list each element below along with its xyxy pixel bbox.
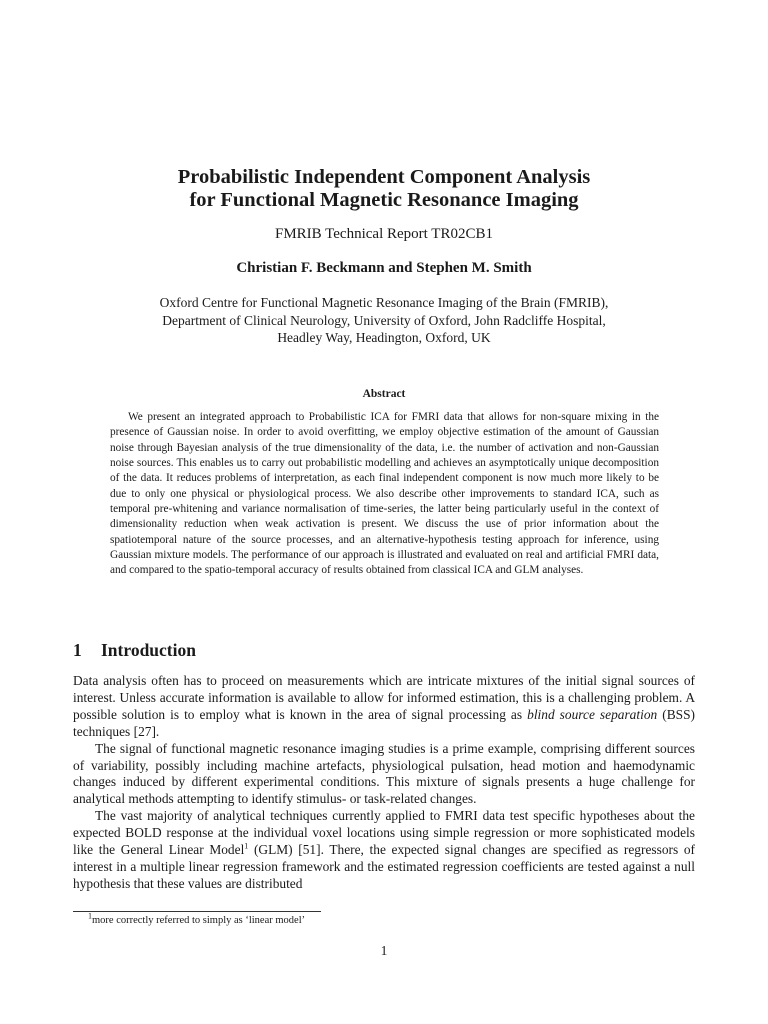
footnote bbox=[88, 911, 306, 926]
affiliation-line-1: Oxford Centre for Functional Magnetic Resonance Imaging of the Brain (FMRIB), bbox=[159, 295, 609, 310]
paragraph-1-emphasis: blind source separation bbox=[527, 706, 658, 722]
abstract-body bbox=[110, 410, 659, 579]
body-text bbox=[73, 673, 695, 893]
footnote-ref: 1 bbox=[244, 841, 249, 851]
paragraph-3 bbox=[73, 808, 695, 893]
affiliation-line-3: Headley Way, Headington, Oxford, UK bbox=[277, 330, 491, 345]
affiliation bbox=[0, 294, 768, 347]
page-number: 1 bbox=[380, 943, 388, 958]
report-number: FMRIB Technical Report TR02CB1 bbox=[275, 226, 493, 242]
section-title: Introduction bbox=[101, 640, 196, 660]
footnote-mark: 1 bbox=[88, 911, 92, 921]
affiliation-line-2: Department of Clinical Neurology, University of Oxford, John Radcliffe Hospital, bbox=[162, 312, 606, 328]
section-number: 1 bbox=[73, 640, 82, 660]
title-line-1: Probabilistic Independent Component Analysis bbox=[177, 166, 591, 188]
authors: Christian F. Beckmann and Stephen M. Smith bbox=[236, 260, 532, 276]
paragraph-2: The signal of functional magnetic resonance imaging studies is a prime example, comprising different sources of variability, possibly including machine artefacts, physiological pulsation, head motion and haemodynamic changes induced by different experimental conditions. This mixture of signals presents a huge challenge for analytical methods attempting to identify stimulus- or task-related changes. bbox=[73, 740, 695, 807]
abstract-heading: Abstract bbox=[362, 388, 406, 400]
footnote-rule bbox=[73, 911, 321, 912]
paragraph-3-part-a: The vast majority of analytical techniques currently applied to FMRI data test specific hypotheses about the expected BOLD response at the individual voxel locations using simple regression or more sophisticated models like the General Linear Model bbox=[73, 808, 695, 858]
title-line-2: for Functional Magnetic Resonance Imaging bbox=[189, 189, 579, 211]
paragraph-1 bbox=[73, 673, 695, 741]
paragraph-1-part-a: Data analysis often has to proceed on measurements which are intricate mixtures of the initial signal sources of interest. Unless accurate information is available to allow for informed estimation, this is a challenging problem. A possible solution is to employ what is known in the area of signal processing as bbox=[73, 673, 695, 722]
section-heading bbox=[73, 640, 196, 661]
paragraph-1-part-b: (BSS) techniques [27]. bbox=[73, 706, 695, 739]
footnote-text: more correctly referred to simply as ‘linear model’ bbox=[92, 915, 306, 926]
paragraph-3-part-b: (GLM) [51]. There, the expected signal changes are specified as regressors of interest in a multiple linear regression framework and the estimated regression coefficients are tested against a null hypothesis that these values are distributed bbox=[73, 842, 695, 891]
paper-title bbox=[0, 166, 768, 212]
abstract-text: We present an integrated approach to Probabilistic ICA for FMRI data that allows for non-square mixing in the presence of Gaussian noise. In order to avoid overfitting, we employ objective estimation of the amount of Gaussian noise through Bayesian analysis of the true dimensionality of the data, i.e. the number of activation and non-Gaussian noise sources. This enables us to carry out probabilistic modelling and achieves an asymptotically unique decomposition of the data. It reduces problems of interpretation, as each final independent component is now much more likely to be due to only one physical or physiological process. We also describe other improvements to standard ICA, such as temporal pre-whitening and variance normalisation of time-series, the latter being particularly useful in the context of dimensionality reduction when weak activation is present. We discuss the use of prior information about the spatiotemporal nature of the source processes, and an alternative-hypothesis testing approach for inference, using Gaussian mixture models. The performance of our approach is illustrated and evaluated on real and artificial FMRI data, and compared to the spatio-temporal accuracy of results obtained from classical ICA and GLM analyses. bbox=[110, 411, 659, 577]
